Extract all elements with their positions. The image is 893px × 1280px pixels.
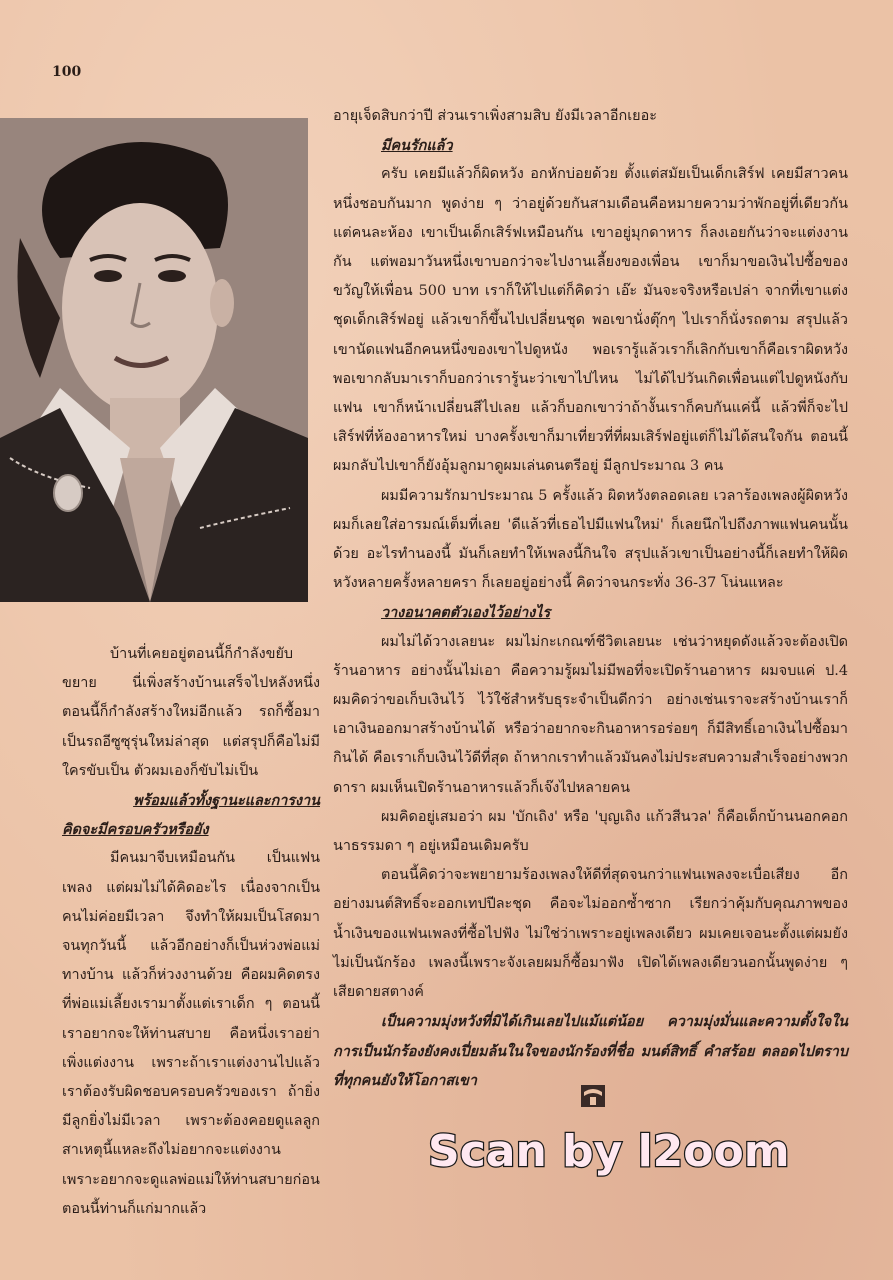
left-paragraph-family: มีคนมาจีบเหมือนกัน เป็นแฟนเพลง แต่ผมไม่ได้คิดอะไร เนื่องจากเป็นคนไม่ค่อยมีเวลา จึงทำให้ผมเป็นโสดมาจนทุกวันนี้ แล้วอีกอย่างก็เป็นห่วงพ่อแม่ทางบ้าน แล้วก็ห่วงงานด้วย คือผมคิดตรงที่พ่อแม่เลี้ยงเรามาตั้งแต่เราเด็ก ๆ ตอนนี้เราอยากจะให้ท่านสบาย คือหนึ่งเราอย่าเพิ่งแต่งงาน เพราะถ้าเราแต่งงานไปแล้ว เราต้องรับผิดชอบครอบครัวของเรา ถ้ายิ่งมีลูกยิ่งไม่มีเวลา เพราะต้องคอยดูแลลูก สาเหตุนี้แหละถึงไม่อยากจะแต่งงาน เพราะอยากจะดูแลพ่อแม่ให้ท่านสบายก่อน ตอนนี้ท่านก็แก่มากแล้ว [62, 850, 320, 1217]
scan-watermark [428, 1120, 858, 1180]
portrait-illustration [0, 118, 308, 602]
right-paragraph-plans: ผมไม่ได้วางเลยนะ ผมไม่กะเกณฑ์ชีวิตเลยนะ เช่นว่าหยุดดังแล้วจะต้องเปิดร้านอาหาร อย่างนั้นไม่เอา คือความรู้ผมไม่มีพอที่จะเปิดร้านอาหาร ผมจบแค่ ป.4 ผมคิดว่าขอเก็บเงินไว้ ไว้ใช้สำหรับธุระจำเป็นดีกว่า อย่างเช่นเราจะสร้างบ้านเราก็เอาเงินออกมาสร้างบ้านได้ หรือว่าอยากจะกินอาหารอร่อยๆ ก็มีสิทธิ์เอาเงินไปซื้อมากินได้ คือเราเก็บเงินไว้ดีที่สุด ถ้าหากเราทำแล้วมันคงไม่ประสบความสำเร็จอย่างพวกดารา ผมเห็นเปิดร้านอาหารแล้วก็เจ๊งไปหลายคน [333, 633, 848, 796]
left-column [62, 640, 320, 1224]
watermark-text: Scan by l2oom [428, 1126, 790, 1177]
question-heading-future: วางอนาคตตัวเองไว้อย่างไร [381, 604, 551, 622]
right-paragraph-identity: ผมคิดอยู่เสมอว่า ผม 'บักเถิง' หรือ 'บุญเถิง แก้วสีนวล' ก็คือเด็กบ้านนอกคอกนาธรรมดา ๆ อยู่เหมือนเดิมครับ [333, 808, 848, 855]
end-ornament-icon [580, 1084, 606, 1108]
left-paragraph-house: บ้านที่เคยอยู่ตอนนี้ก็กำลังขยับขยาย นี่เพิ่งสร้างบ้านเสร็จไปหลังหนึ่ง ตอนนี้ก็กำลังสร้างใหม่อีกแล้ว รถก็ซื้อมาเป็นรถอีซูซุรุ่นใหม่ล่าสุด แต่สรุปก็คือไม่มีใครขับเป็น ตัวผมเองก็ขับไม่เป็น [62, 646, 320, 779]
right-paragraph-love-story: ครับ เคยมีแล้วก็ผิดหวัง อกหักบ่อยด้วย ตั้งแต่สมัยเป็นเด็กเสิร์ฟ เคยมีสาวคนหนึ่งชอบกันมาก พูดง่าย ๆ ว่าอยู่ด้วยกันสามเดือนคือหมายความว่าพักอยู่ที่เดียวกันแต่คนละห้อง เขาเป็นเด็กเสิร์ฟเหมือนกัน เขาอยู่มุกดาหาร ก็ลงเอยกันว่าจะแต่งงานกัน แต่พอมาวันหนึ่งเขาบอกว่าจะไปงานเลี้ยงของเพื่อน เขาก็มาขอเงินไปซื้อของขวัญให้เพื่อน 500 บาท เราก็ให้ไปแต่ก็คิดว่า เอ๊ะ มันจะจริงหรือเปล่า จากที่เขาแต่งชุดเด็กเสิร์ฟอยู่ แล้วเขาก็ขึ้นไปเปลี่ยนชุด พอเขานั่งตุ๊กๆ ไปเราก็นั่งรถตาม สรุปแล้วเขานัดแฟนอีกคนหนึ่งของเขาไปดูหนัง พอเรารู้แล้วเราก็เลิกกับเขาก็คือเราผิดหวัง พอเขากลับมาเราก็บอกว่าเรารู้นะว่าเขาไปไหน ไม่ได้ไปวันเกิดเพื่อนแต่ไปดูหนังกับแฟน เขาก็หน้าเปลี่ยนสีไปเลย แล้วก็บอกเขาว่าถ้างั้นเราก็คบกันแค่นี้ แล้วพี่ก็จะไปเสิร์ฟที่ห้องอาหารใหม่ บางครั้งเขาก็มาเที่ยวที่ที่ผมเสิร์ฟอยู่แต่ก็ไม่ได้สนใจกัน ตอนนี้ผมกลับไปเขาก็ยังอุ้มลูกมาดูผมเล่นดนตรีอยู่ มีลูกประมาณ 3 คน [333, 166, 848, 475]
question-heading: พร้อมแล้วทั้งฐานะและการงาน [133, 792, 320, 810]
question-heading-cont: คิดจะมีครอบครัวหรือยัง [62, 821, 209, 839]
portrait-photo [0, 118, 308, 602]
closing-paragraph: เป็นความมุ่งหวังที่มิได้เกินเลยไปแม้แต่น้อย ความมุ่งมั่นและความตั้งใจในการเป็นนักร้องยังคงเปี่ยมล้นในใจของนักร้องที่ชื่อ มนต์สิทธิ์ คำสร้อย ตลอดไปตราบที่ทุกคนยังให้โอกาสเขา [333, 1013, 848, 1089]
right-paragraph-singing: ตอนนี้คิดว่าจะพยายามร้องเพลงให้ดีที่สุดจนกว่าแฟนเพลงจะเบื่อเสียง อีกอย่างมนต์สิทธิ์จะออกเทปปีละชุด คือจะไม่ออกซ้ำซาก เรียกว่าคุ้มกับคุณภาพของน้ำเงินของแฟนเพลงที่ซื้อไปฟัง ไม่ใช่ว่าเพราะอยู่เพลงเดียว ผมเคยเจอนะตั้งแต่ผมยังไม่เป็นนักร้อง เพลงนี้เพราะจังเลยผมก็ซื้อมาฟัง เปิดได้เพลงเดียวนอกนั้นพูดง่าย ๆ เสียดายสตางค์ [333, 867, 848, 1001]
right-paragraph-intro: อายุเจ็ดสิบกว่าปี ส่วนเราเพิ่งสามสิบ ยังมีเวลาอีกเยอะ [333, 108, 657, 124]
right-column [333, 102, 848, 1095]
page-number: 100 [52, 64, 82, 80]
question-heading-love: มีคนรักแล้ว [381, 137, 453, 155]
right-paragraph-heartbreak: ผมมีความรักมาประมาณ 5 ครั้งแล้ว ผิดหวังตลอดเลย เวลาร้องเพลงผู้ผิดหวังผมก็เลยใส่อารมณ์เต็มที่เลย 'ดีแล้วที่เธอไปมีแฟนใหม่' ก็เลยนึกไปถึงภาพแฟนคนนั้นด้วย อะไรทำนองนี้ มันก็เลยทำให้เพลงนี้กินใจ สรุปแล้วเขาเป็นอย่างนี้ก็เลยทำให้ผิดหวังหลายครั้งหลายครา ก็เลยอยู่อย่างนี้ คิดว่าจนกระทั่ง 36-37 โน่นแหละ [333, 487, 848, 592]
